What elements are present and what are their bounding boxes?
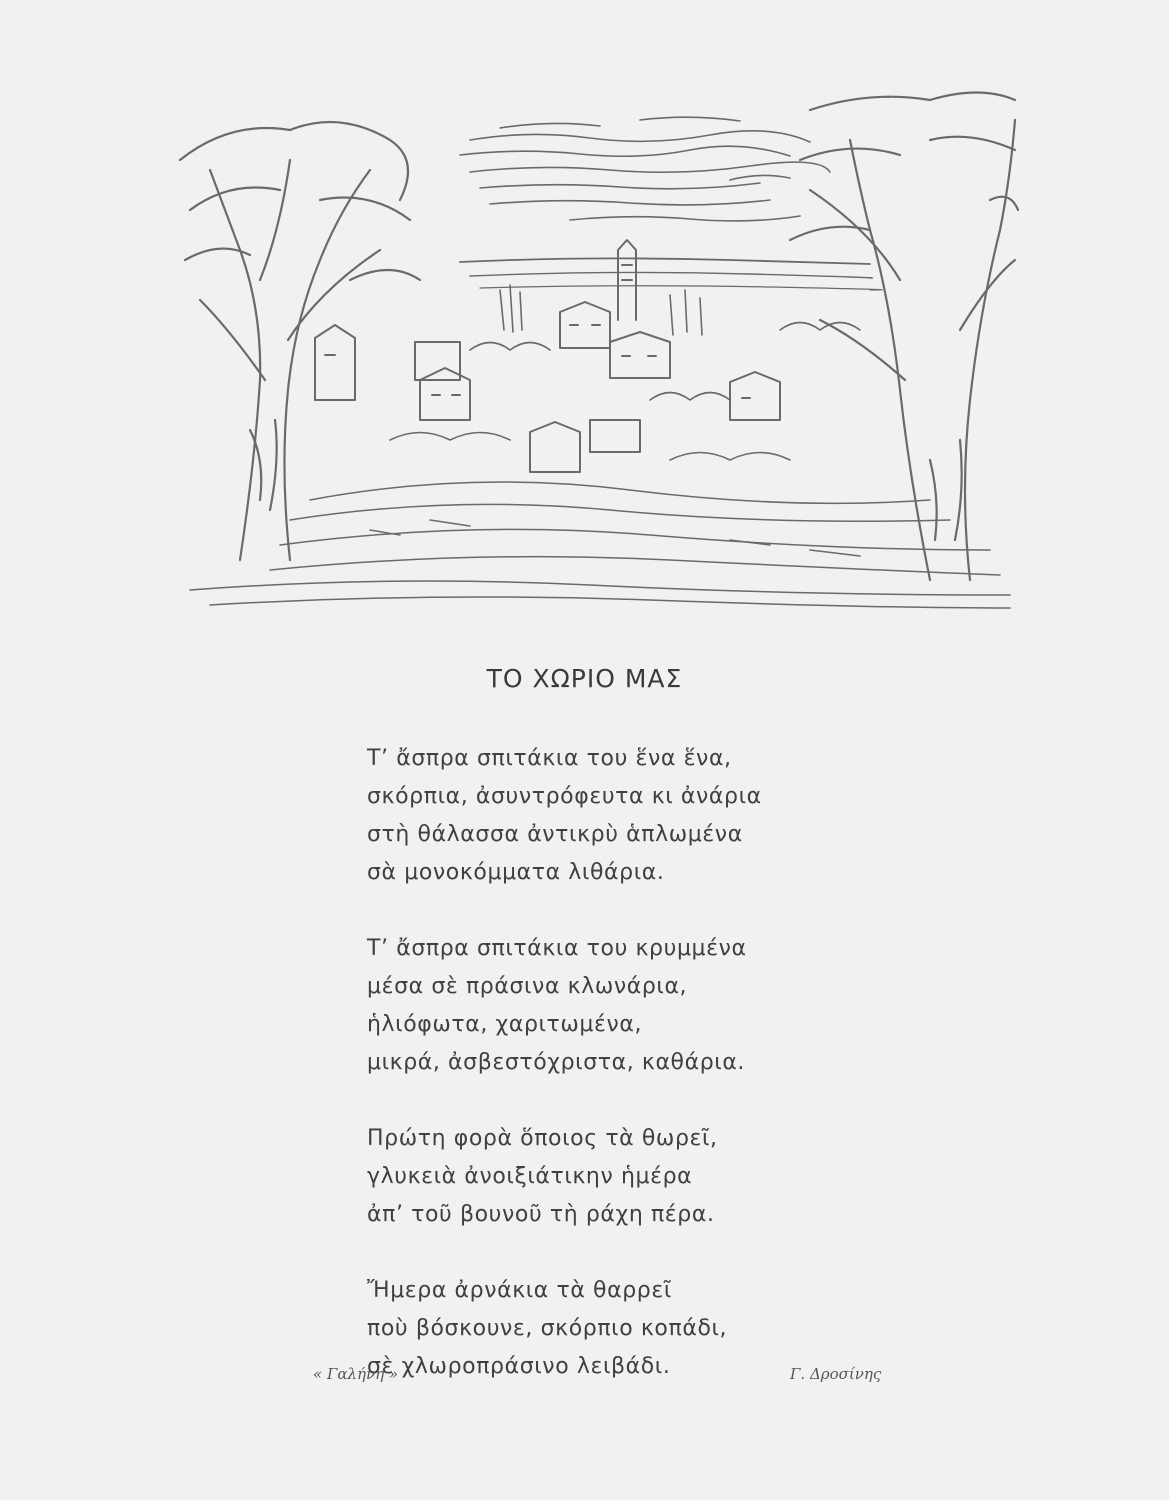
- stanza: [367, 930, 927, 1082]
- poem-line: στὴ θάλασσα ἀντικρὺ ἁπλωμένα: [367, 822, 743, 847]
- poem-line: Πρώτη φορὰ ὅποιος τὰ θωρεῖ,: [367, 1126, 718, 1151]
- poem-line: ἡλιόφωτα, χαριτωμένα,: [367, 1012, 643, 1037]
- village-landscape-illustration: [170, 80, 1020, 610]
- poem-line: Ἤμερα ἀρνάκια τὰ θαρρεῖ: [367, 1278, 672, 1303]
- stanza: [367, 1120, 927, 1234]
- poem-source: « Γαλήνη »: [313, 1365, 399, 1383]
- poem-body: [367, 740, 927, 1386]
- stanza: [367, 740, 927, 892]
- poem-line: Τ’ ἄσπρα σπιτάκια του ἕνα ἕνα,: [367, 746, 732, 771]
- landscape-engraving-icon: [170, 80, 1020, 610]
- poem-line: ἀπ’ τοῦ βουνοῦ τὴ ράχη πέρα.: [367, 1202, 715, 1227]
- poem-line: γλυκειὰ ἀνοιξιάτικην ἡμέρα: [367, 1164, 693, 1189]
- poem-line: ποὺ βόσκουνε, σκόρπιο κοπάδι,: [367, 1316, 728, 1341]
- poem-author: Γ. Δροσίνης: [790, 1365, 882, 1383]
- poem-line: σὲ χλωροπράσινο λειβάδι.: [367, 1354, 671, 1379]
- poem-line: μέσα σὲ πράσινα κλωνάρια,: [367, 974, 688, 999]
- poem-line: μικρά, ἀσβεστόχριστα, καθάρια.: [367, 1050, 746, 1075]
- poem-line: Τ’ ἄσπρα σπιτάκια του κρυμμένα: [367, 936, 747, 961]
- poem-title: ΤΟ ΧΩΡΙΟ ΜΑΣ: [486, 664, 683, 693]
- poem-line: σκόρπια, ἀσυντρόφευτα κι ἀνάρια: [367, 784, 762, 809]
- poem-line: σὰ μονοκόμματα λιθάρια.: [367, 860, 665, 885]
